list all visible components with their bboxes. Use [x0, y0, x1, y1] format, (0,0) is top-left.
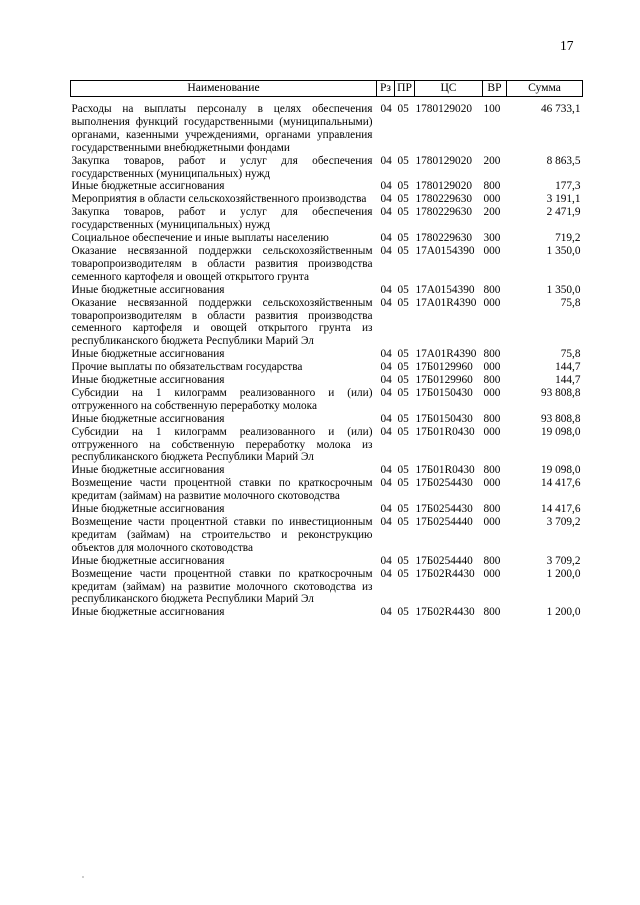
- table-row: [71, 516, 583, 555]
- cell-rz: 04: [380, 232, 392, 245]
- cell-pr: 05: [397, 374, 409, 387]
- cell-name: Возмещение части процентной ставки по краткосрочным кредитам (займам) на развитие молочного скотоводства из республиканского бюджета Республики Марий Эл: [71, 567, 373, 606]
- budget-table: [70, 80, 583, 619]
- cell-sum: 46 733,1: [540, 103, 581, 115]
- cell-cs: 17Б0254430: [415, 477, 473, 490]
- table-row: [71, 155, 583, 181]
- cell-cs: 17Б0129960: [415, 374, 473, 387]
- cell-cs: 17Б0150430: [415, 412, 473, 425]
- cell-cs: 17Б02R4430: [415, 606, 475, 619]
- cell-pr: 05: [397, 464, 409, 477]
- table-header-row: [71, 81, 583, 97]
- cell-cs: 17А01R4390: [415, 348, 477, 361]
- cell-vr: 800: [483, 180, 501, 193]
- header-vr: ВР: [483, 81, 507, 97]
- table-row: [71, 193, 583, 206]
- cell-sum: 75,8: [560, 348, 581, 361]
- header-sum: Сумма: [507, 81, 583, 97]
- cell-rz: 04: [380, 503, 392, 516]
- cell-vr: 000: [483, 477, 501, 490]
- cell-cs: 1780229630: [415, 206, 472, 219]
- cell-pr: 05: [397, 386, 409, 399]
- cell-sum: 2 471,9: [546, 206, 581, 219]
- cell-sum: 3 709,2: [546, 516, 581, 528]
- cell-name: Иные бюджетные ассигнования: [71, 412, 225, 425]
- table-row: [71, 245, 583, 284]
- cell-sum: 1 350,0: [546, 283, 581, 296]
- table-row: [71, 413, 583, 426]
- table-row: [71, 348, 583, 361]
- cell-sum: 1 200,0: [546, 606, 581, 619]
- cell-rz: 04: [380, 412, 392, 425]
- cell-rz: 04: [380, 206, 392, 219]
- cell-vr: 800: [483, 464, 501, 477]
- cell-sum: 14 417,6: [540, 477, 581, 490]
- cell-cs: 17Б0150430: [415, 386, 473, 399]
- cell-sum: 3 709,2: [546, 554, 581, 567]
- cell-rz: 04: [380, 296, 392, 309]
- cell-rz: 04: [380, 554, 392, 567]
- cell-rz: 04: [380, 180, 392, 193]
- cell-sum: 177,3: [555, 180, 581, 193]
- cell-name: Оказание несвязанной поддержки сельскохозяйственным товаропроизводителям в области развития производства семенного картофеля и овощей открытого грунта из республиканского бюджета Республики Марий Эл: [71, 296, 373, 348]
- cell-name: Оказание несвязанной поддержки сельскохозяйственным товаропроизводителям в области развития производства семенного картофеля и овощей открытого грунта: [71, 244, 373, 283]
- cell-vr: 000: [483, 386, 501, 399]
- cell-rz: 04: [380, 606, 392, 619]
- table-row: [71, 464, 583, 477]
- cell-pr: 05: [397, 425, 409, 438]
- cell-pr: 05: [397, 567, 409, 580]
- cell-cs: 17Б0129960: [415, 361, 473, 374]
- cell-cs: 1780129020: [415, 180, 472, 193]
- cell-name: Расходы на выплаты персоналу в целях обеспечения выполнения функций государственными (муниципальными) органами, казенными учреждениями, органами управления государственными внебюджетными фондами: [71, 103, 373, 154]
- scan-artifact-dot: [82, 876, 84, 878]
- cell-rz: 04: [380, 567, 392, 580]
- table-row: [71, 387, 583, 413]
- cell-sum: 75,8: [560, 296, 581, 309]
- cell-name: Иные бюджетные ассигнования: [71, 348, 225, 361]
- cell-cs: 17Б0254430: [415, 503, 473, 516]
- header-name: Наименование: [71, 81, 377, 97]
- cell-pr: 05: [397, 348, 409, 361]
- cell-cs: 17Б0254440: [415, 516, 473, 528]
- cell-pr: 05: [397, 180, 409, 193]
- cell-rz: 04: [380, 103, 392, 115]
- cell-vr: 000: [483, 193, 501, 206]
- cell-rz: 04: [380, 516, 392, 528]
- cell-cs: 17Б0254440: [415, 554, 473, 567]
- cell-pr: 05: [397, 361, 409, 374]
- cell-sum: 1 200,0: [546, 567, 581, 580]
- cell-rz: 04: [380, 244, 392, 257]
- cell-pr: 05: [397, 516, 409, 528]
- cell-sum: 19 098,0: [540, 464, 581, 477]
- cell-name: Прочие выплаты по обязательствам государства: [71, 361, 303, 374]
- table-row: [71, 206, 583, 232]
- cell-cs: 17А0154390: [415, 283, 475, 296]
- cell-pr: 05: [397, 412, 409, 425]
- cell-vr: 000: [483, 296, 501, 309]
- cell-pr: 05: [397, 232, 409, 245]
- cell-name: Иные бюджетные ассигнования: [71, 464, 225, 477]
- table-row: [71, 555, 583, 568]
- cell-cs: 1780229630: [415, 193, 472, 206]
- cell-rz: 04: [380, 154, 392, 167]
- cell-pr: 05: [397, 206, 409, 219]
- cell-vr: 000: [483, 567, 501, 580]
- cell-cs: 17Б02R4430: [415, 567, 475, 580]
- cell-pr: 05: [397, 477, 409, 490]
- cell-vr: 800: [483, 503, 501, 516]
- cell-vr: 000: [483, 425, 501, 438]
- cell-vr: 000: [483, 516, 501, 528]
- cell-sum: 8 863,5: [546, 154, 581, 167]
- cell-name: Возмещение части процентной ставки по инвестиционным кредитам (займам) на строительство и реконструкцию объектов для молочного скотоводства: [71, 516, 373, 554]
- cell-vr: 200: [483, 206, 501, 219]
- cell-rz: 04: [380, 374, 392, 387]
- table-body: [71, 97, 583, 620]
- cell-cs: 17Б01R0430: [415, 464, 475, 477]
- cell-name: Иные бюджетные ассигнования: [71, 283, 225, 296]
- cell-vr: 800: [483, 554, 501, 567]
- cell-cs: 17А0154390: [415, 244, 475, 257]
- cell-rz: 04: [380, 386, 392, 399]
- table-row: [71, 232, 583, 245]
- table-row: [71, 361, 583, 374]
- table-row: [71, 477, 583, 503]
- cell-sum: 19 098,0: [540, 425, 581, 438]
- cell-name: Возмещение части процентной ставки по краткосрочным кредитам (займам) на развитие молочного скотоводства: [71, 477, 373, 503]
- cell-name: Мероприятия в области сельскохозяйственного производства: [71, 193, 367, 206]
- table-row: [71, 606, 583, 619]
- cell-name: Социальное обеспечение и иные выплаты населению: [71, 232, 329, 245]
- header-cs: ЦС: [415, 81, 483, 97]
- cell-pr: 05: [397, 244, 409, 257]
- cell-sum: 719,2: [555, 232, 581, 245]
- cell-vr: 800: [483, 348, 501, 361]
- cell-pr: 05: [397, 103, 409, 115]
- table-header: [71, 81, 583, 97]
- cell-rz: 04: [380, 477, 392, 490]
- cell-cs: 1780129020: [415, 154, 472, 167]
- cell-pr: 05: [397, 193, 409, 206]
- cell-vr: 100: [483, 103, 501, 115]
- cell-name: Иные бюджетные ассигнования: [71, 180, 225, 193]
- cell-vr: 000: [483, 361, 501, 374]
- cell-rz: 04: [380, 464, 392, 477]
- cell-sum: 1 350,0: [546, 244, 581, 257]
- cell-sum: 14 417,6: [540, 503, 581, 516]
- cell-cs: 17Б01R0430: [415, 425, 475, 438]
- cell-sum: 93 808,8: [540, 412, 581, 425]
- cell-rz: 04: [380, 425, 392, 438]
- cell-name: Иные бюджетные ассигнования: [71, 374, 225, 387]
- cell-sum: 144,7: [555, 374, 581, 387]
- table-row: [71, 503, 583, 516]
- cell-pr: 05: [397, 554, 409, 567]
- cell-vr: 300: [483, 232, 501, 245]
- table-row: [71, 374, 583, 387]
- cell-sum: 93 808,8: [540, 386, 581, 399]
- table-row: [71, 180, 583, 193]
- cell-name: Закупка товаров, работ и услуг для обеспечения государственных (муниципальных) нужд: [71, 206, 373, 232]
- table-row: [71, 297, 583, 349]
- cell-name: Иные бюджетные ассигнования: [71, 554, 225, 567]
- cell-rz: 04: [380, 361, 392, 374]
- table-row: [71, 426, 583, 465]
- cell-pr: 05: [397, 606, 409, 619]
- page-number: 17: [560, 38, 574, 53]
- cell-vr: 200: [483, 154, 501, 167]
- cell-vr: 800: [483, 283, 501, 296]
- cell-pr: 05: [397, 296, 409, 309]
- cell-cs: 17А01R4390: [415, 296, 477, 309]
- cell-name: Субсидии на 1 килограмм реализованного и (или) отгруженного на собственную переработку молока: [71, 386, 373, 412]
- cell-name: Закупка товаров, работ и услуг для обеспечения государственных (муниципальных) нужд: [71, 154, 373, 180]
- cell-name: Субсидии на 1 килограмм реализованного и (или) отгруженного на собственную переработку молока из республиканского бюджета Республики Марий Эл: [71, 425, 373, 464]
- table-row: [71, 97, 583, 155]
- table-row: [71, 568, 583, 607]
- cell-vr: 800: [483, 374, 501, 387]
- cell-rz: 04: [380, 348, 392, 361]
- cell-cs: 1780129020: [415, 103, 472, 115]
- cell-sum: 144,7: [555, 361, 581, 374]
- cell-name: Иные бюджетные ассигнования: [71, 503, 225, 516]
- cell-vr: 800: [483, 606, 501, 619]
- header-rz: Рз: [377, 81, 395, 97]
- cell-cs: 1780229630: [415, 232, 472, 245]
- cell-rz: 04: [380, 193, 392, 206]
- cell-rz: 04: [380, 283, 392, 296]
- cell-vr: 800: [483, 412, 501, 425]
- cell-name: Иные бюджетные ассигнования: [71, 606, 225, 619]
- cell-pr: 05: [397, 154, 409, 167]
- header-pr: ПР: [395, 81, 415, 97]
- cell-pr: 05: [397, 283, 409, 296]
- cell-pr: 05: [397, 503, 409, 516]
- cell-sum: 3 191,1: [546, 193, 581, 206]
- cell-vr: 000: [483, 244, 501, 257]
- table-row: [71, 284, 583, 297]
